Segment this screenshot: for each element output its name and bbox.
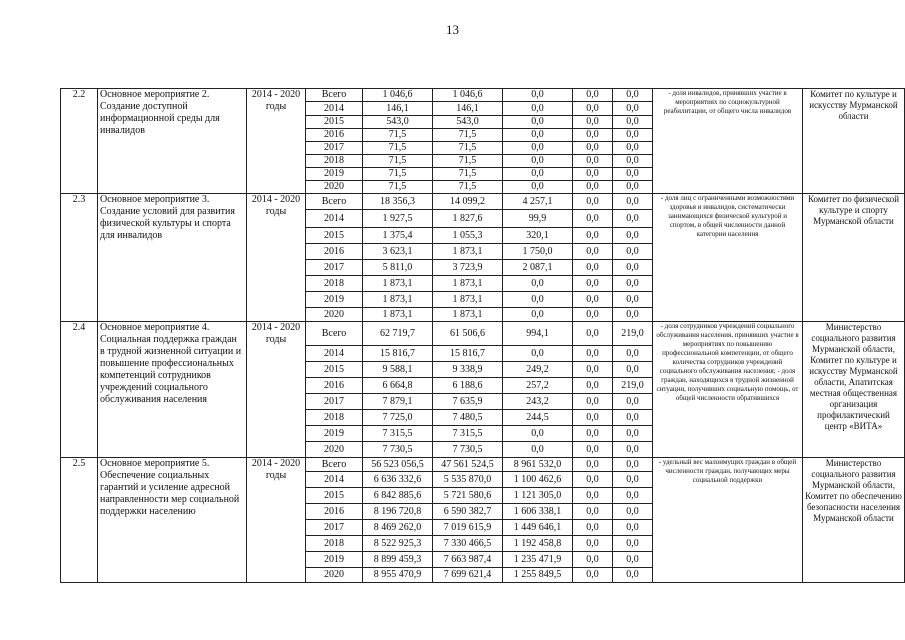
- year-cell: 2018: [306, 410, 363, 426]
- local-budget-cell: 0,0: [573, 520, 613, 536]
- federal-budget-cell: 249,2: [503, 362, 573, 378]
- local-budget-cell: 0,0: [573, 378, 613, 394]
- federal-budget-cell: 0,0: [503, 292, 573, 308]
- regional-budget-cell: 7 663 987,4: [433, 552, 503, 568]
- regional-budget-cell: 71,5: [433, 181, 503, 194]
- regional-budget-cell: 15 816,7: [433, 346, 503, 362]
- year-cell: 2017: [306, 394, 363, 410]
- other-sources-cell: 0,0: [613, 142, 653, 155]
- local-budget-cell: 0,0: [573, 426, 613, 442]
- regional-budget-cell: 3 723,9: [433, 260, 503, 276]
- local-budget-cell: 0,0: [573, 116, 613, 129]
- regional-budget-cell: 1 873,1: [433, 308, 503, 322]
- section-period: 2014 - 2020 годы: [247, 322, 306, 458]
- federal-budget-cell: 0,0: [503, 168, 573, 181]
- total-cell: 543,0: [363, 116, 433, 129]
- year-cell: 2018: [306, 536, 363, 552]
- federal-budget-cell: 244,5: [503, 410, 573, 426]
- program-table: [60, 88, 905, 583]
- regional-budget-cell: 6 188,6: [433, 378, 503, 394]
- federal-budget-cell: 0,0: [503, 89, 573, 102]
- indicator-text: - доля лиц с ограниченными возможностями здоровья и инвалидов, систематически занимающихся физической культурой и спортом, в общей численности данной категории населения: [653, 194, 803, 322]
- regional-budget-cell: 543,0: [433, 116, 503, 129]
- table-row: [61, 194, 905, 210]
- total-cell: 7 879,1: [363, 394, 433, 410]
- section-title: Основное мероприятие 3. Создание условий для развития физической культуры и спорта для инвалидов: [98, 194, 247, 322]
- local-budget-cell: 0,0: [573, 442, 613, 458]
- other-sources-cell: 0,0: [613, 194, 653, 210]
- local-budget-cell: 0,0: [573, 155, 613, 168]
- total-cell: 1 873,1: [363, 276, 433, 292]
- federal-budget-cell: 0,0: [503, 116, 573, 129]
- other-sources-cell: 0,0: [613, 410, 653, 426]
- local-budget-cell: 0,0: [573, 308, 613, 322]
- local-budget-cell: 0,0: [573, 181, 613, 194]
- other-sources-cell: 0,0: [613, 244, 653, 260]
- total-cell: 8 469 262,0: [363, 520, 433, 536]
- local-budget-cell: 0,0: [573, 410, 613, 426]
- local-budget-cell: 0,0: [573, 194, 613, 210]
- total-cell: 71,5: [363, 129, 433, 142]
- section-period: 2014 - 2020 годы: [247, 89, 306, 194]
- indicator-text: - доля инвалидов, принявших участие в мероприятиях по социокультурной реабилитации, от общего числа инвалидов: [653, 89, 803, 194]
- page-number: 13: [446, 22, 459, 37]
- other-sources-cell: 0,0: [613, 504, 653, 520]
- other-sources-cell: 0,0: [613, 292, 653, 308]
- local-budget-cell: 0,0: [573, 488, 613, 504]
- other-sources-cell: 0,0: [613, 210, 653, 228]
- year-cell: 2016: [306, 244, 363, 260]
- local-budget-cell: 0,0: [573, 536, 613, 552]
- other-sources-cell: 0,0: [613, 102, 653, 116]
- total-cell: 8 955 470,9: [363, 568, 433, 583]
- other-sources-cell: 0,0: [613, 458, 653, 472]
- section-number: 2.5: [61, 458, 98, 583]
- year-cell: 2017: [306, 142, 363, 155]
- federal-budget-cell: 99,9: [503, 210, 573, 228]
- other-sources-cell: 0,0: [613, 520, 653, 536]
- table-row: [61, 322, 905, 346]
- local-budget-cell: 0,0: [573, 210, 613, 228]
- regional-budget-cell: 71,5: [433, 168, 503, 181]
- federal-budget-cell: 0,0: [503, 346, 573, 362]
- total-cell: 71,5: [363, 168, 433, 181]
- local-budget-cell: 0,0: [573, 292, 613, 308]
- year-cell: 2018: [306, 155, 363, 168]
- local-budget-cell: 0,0: [573, 276, 613, 292]
- local-budget-cell: 0,0: [573, 244, 613, 260]
- local-budget-cell: 0,0: [573, 228, 613, 244]
- local-budget-cell: 0,0: [573, 102, 613, 116]
- local-budget-cell: 0,0: [573, 89, 613, 102]
- year-cell: 2019: [306, 552, 363, 568]
- total-cell: 6 636 332,6: [363, 472, 433, 488]
- total-cell: 71,5: [363, 181, 433, 194]
- section-number: 2.2: [61, 89, 98, 194]
- federal-budget-cell: 994,1: [503, 322, 573, 346]
- federal-budget-cell: 4 257,1: [503, 194, 573, 210]
- year-cell: 2020: [306, 568, 363, 583]
- other-sources-cell: 219,0: [613, 322, 653, 346]
- responsible-executor: Министерство социального развития Мурманской области, Комитет по культуре и искусству Мурманской области, Апатитская местная общественная организация профилактический центр «ВИТА»: [803, 322, 905, 458]
- other-sources-cell: 0,0: [613, 181, 653, 194]
- other-sources-cell: 0,0: [613, 129, 653, 142]
- year-cell: Всего: [306, 89, 363, 102]
- total-cell: 1 927,5: [363, 210, 433, 228]
- year-cell: 2014: [306, 472, 363, 488]
- section-title: Основное мероприятие 4. Социальная поддержка граждан в трудной жизненной ситуации и повышение профессиональных компетенций сотрудников учреждений социального обслуживания населения: [98, 322, 247, 458]
- local-budget-cell: 0,0: [573, 458, 613, 472]
- section-number: 2.4: [61, 322, 98, 458]
- responsible-executor: Комитет по культуре и искусству Мурманской области: [803, 89, 905, 194]
- regional-budget-cell: 7 699 621,4: [433, 568, 503, 583]
- regional-budget-cell: 7 635,9: [433, 394, 503, 410]
- year-cell: 2016: [306, 378, 363, 394]
- total-cell: 1 873,1: [363, 308, 433, 322]
- year-cell: 2015: [306, 488, 363, 504]
- federal-budget-cell: 1 235 471,9: [503, 552, 573, 568]
- year-cell: 2020: [306, 442, 363, 458]
- local-budget-cell: 0,0: [573, 129, 613, 142]
- total-cell: 71,5: [363, 155, 433, 168]
- federal-budget-cell: 1 192 458,8: [503, 536, 573, 552]
- table-row: [61, 458, 905, 472]
- federal-budget-cell: 0,0: [503, 102, 573, 116]
- local-budget-cell: 0,0: [573, 504, 613, 520]
- indicator-text: - доля сотрудников учреждений социального обслуживания населения, принявших участие в мероприятиях по повышению профессиональной компетенции, от общего количества сотрудников учреждений социального обслуживания населения; - доля граждан, находящихся в трудной жизненной ситуации, получивших социальную помощь, от общей численности обратившихся: [653, 322, 803, 458]
- year-cell: 2016: [306, 504, 363, 520]
- other-sources-cell: 0,0: [613, 89, 653, 102]
- federal-budget-cell: 257,2: [503, 378, 573, 394]
- regional-budget-cell: 1 827,6: [433, 210, 503, 228]
- other-sources-cell: 0,0: [613, 260, 653, 276]
- regional-budget-cell: 1 046,6: [433, 89, 503, 102]
- federal-budget-cell: 2 087,1: [503, 260, 573, 276]
- regional-budget-cell: 7 730,5: [433, 442, 503, 458]
- total-cell: 71,5: [363, 142, 433, 155]
- year-cell: 2017: [306, 520, 363, 536]
- federal-budget-cell: 0,0: [503, 181, 573, 194]
- local-budget-cell: 0,0: [573, 322, 613, 346]
- federal-budget-cell: 1 750,0: [503, 244, 573, 260]
- regional-budget-cell: 6 590 382,7: [433, 504, 503, 520]
- regional-budget-cell: 1 873,1: [433, 244, 503, 260]
- regional-budget-cell: 146,1: [433, 102, 503, 116]
- regional-budget-cell: 7 480,5: [433, 410, 503, 426]
- federal-budget-cell: 0,0: [503, 426, 573, 442]
- total-cell: 62 719,7: [363, 322, 433, 346]
- other-sources-cell: 0,0: [613, 228, 653, 244]
- total-cell: 8 522 925,3: [363, 536, 433, 552]
- local-budget-cell: 0,0: [573, 362, 613, 378]
- local-budget-cell: 0,0: [573, 260, 613, 276]
- other-sources-cell: 0,0: [613, 394, 653, 410]
- regional-budget-cell: 1 873,1: [433, 292, 503, 308]
- other-sources-cell: 0,0: [613, 276, 653, 292]
- other-sources-cell: 0,0: [613, 488, 653, 504]
- year-cell: 2015: [306, 116, 363, 129]
- year-cell: 2018: [306, 276, 363, 292]
- year-cell: Всего: [306, 194, 363, 210]
- regional-budget-cell: 1 055,3: [433, 228, 503, 244]
- local-budget-cell: 0,0: [573, 472, 613, 488]
- other-sources-cell: 0,0: [613, 116, 653, 129]
- year-cell: 2014: [306, 102, 363, 116]
- federal-budget-cell: 1 121 305,0: [503, 488, 573, 504]
- responsible-executor: Комитет по физической культуре и спорту Мурманской области: [803, 194, 905, 322]
- federal-budget-cell: 243,2: [503, 394, 573, 410]
- total-cell: 6 842 885,6: [363, 488, 433, 504]
- total-cell: 9 588,1: [363, 362, 433, 378]
- regional-budget-cell: 5 721 580,6: [433, 488, 503, 504]
- regional-budget-cell: 7 330 466,5: [433, 536, 503, 552]
- federal-budget-cell: 1 449 646,1: [503, 520, 573, 536]
- regional-budget-cell: 61 506,6: [433, 322, 503, 346]
- total-cell: 1 375,4: [363, 228, 433, 244]
- year-cell: 2019: [306, 292, 363, 308]
- regional-budget-cell: 5 535 870,0: [433, 472, 503, 488]
- local-budget-cell: 0,0: [573, 346, 613, 362]
- other-sources-cell: 0,0: [613, 362, 653, 378]
- local-budget-cell: 0,0: [573, 568, 613, 583]
- other-sources-cell: 219,0: [613, 378, 653, 394]
- year-cell: 2019: [306, 426, 363, 442]
- other-sources-cell: 0,0: [613, 426, 653, 442]
- section-title: Основное мероприятие 5. Обеспечение социальных гарантий и усиление адресной направленности мер социальной поддержки населению: [98, 458, 247, 583]
- regional-budget-cell: 14 099,2: [433, 194, 503, 210]
- other-sources-cell: 0,0: [613, 346, 653, 362]
- total-cell: 7 315,5: [363, 426, 433, 442]
- other-sources-cell: 0,0: [613, 536, 653, 552]
- year-cell: 2017: [306, 260, 363, 276]
- section-period: 2014 - 2020 годы: [247, 458, 306, 583]
- other-sources-cell: 0,0: [613, 552, 653, 568]
- other-sources-cell: 0,0: [613, 442, 653, 458]
- federal-budget-cell: 0,0: [503, 442, 573, 458]
- total-cell: 1 046,6: [363, 89, 433, 102]
- federal-budget-cell: 320,1: [503, 228, 573, 244]
- year-cell: Всего: [306, 322, 363, 346]
- total-cell: 18 356,3: [363, 194, 433, 210]
- regional-budget-cell: 71,5: [433, 155, 503, 168]
- federal-budget-cell: 1 255 849,5: [503, 568, 573, 583]
- table-row: [61, 89, 905, 102]
- total-cell: 5 811,0: [363, 260, 433, 276]
- total-cell: 146,1: [363, 102, 433, 116]
- other-sources-cell: 0,0: [613, 472, 653, 488]
- regional-budget-cell: 9 338,9: [433, 362, 503, 378]
- federal-budget-cell: 0,0: [503, 308, 573, 322]
- regional-budget-cell: 1 873,1: [433, 276, 503, 292]
- section-title: Основное мероприятие 2. Создание доступной информационной среды для инвалидов: [98, 89, 247, 194]
- other-sources-cell: 0,0: [613, 308, 653, 322]
- federal-budget-cell: 1 606 338,1: [503, 504, 573, 520]
- year-cell: 2014: [306, 346, 363, 362]
- total-cell: 6 664,8: [363, 378, 433, 394]
- total-cell: 7 725,0: [363, 410, 433, 426]
- year-cell: 2014: [306, 210, 363, 228]
- federal-budget-cell: 8 961 532,0: [503, 458, 573, 472]
- total-cell: 15 816,7: [363, 346, 433, 362]
- section-number: 2.3: [61, 194, 98, 322]
- total-cell: 1 873,1: [363, 292, 433, 308]
- total-cell: 3 623,1: [363, 244, 433, 260]
- year-cell: 2016: [306, 129, 363, 142]
- section-period: 2014 - 2020 годы: [247, 194, 306, 322]
- other-sources-cell: 0,0: [613, 568, 653, 583]
- federal-budget-cell: 1 100 462,6: [503, 472, 573, 488]
- federal-budget-cell: 0,0: [503, 155, 573, 168]
- local-budget-cell: 0,0: [573, 394, 613, 410]
- year-cell: 2015: [306, 228, 363, 244]
- year-cell: 2020: [306, 308, 363, 322]
- federal-budget-cell: 0,0: [503, 276, 573, 292]
- regional-budget-cell: 7 315,5: [433, 426, 503, 442]
- regional-budget-cell: 71,5: [433, 129, 503, 142]
- indicator-text: - удельный вес малоимущих граждан в общей численности граждан, получающих меры социальной поддержки: [653, 458, 803, 583]
- regional-budget-cell: 71,5: [433, 142, 503, 155]
- federal-budget-cell: 0,0: [503, 129, 573, 142]
- year-cell: 2015: [306, 362, 363, 378]
- regional-budget-cell: 47 561 524,5: [433, 458, 503, 472]
- other-sources-cell: 0,0: [613, 155, 653, 168]
- total-cell: 7 730,5: [363, 442, 433, 458]
- federal-budget-cell: 0,0: [503, 142, 573, 155]
- total-cell: 56 523 056,5: [363, 458, 433, 472]
- local-budget-cell: 0,0: [573, 552, 613, 568]
- total-cell: 8 899 459,3: [363, 552, 433, 568]
- local-budget-cell: 0,0: [573, 142, 613, 155]
- total-cell: 8 196 720,8: [363, 504, 433, 520]
- responsible-executor: Министерство социального развития Мурманской области, Комитет по обеспечению безопасности населения Мурманской области: [803, 458, 905, 583]
- other-sources-cell: 0,0: [613, 168, 653, 181]
- year-cell: Всего: [306, 458, 363, 472]
- regional-budget-cell: 7 019 615,9: [433, 520, 503, 536]
- year-cell: 2020: [306, 181, 363, 194]
- year-cell: 2019: [306, 168, 363, 181]
- local-budget-cell: 0,0: [573, 168, 613, 181]
